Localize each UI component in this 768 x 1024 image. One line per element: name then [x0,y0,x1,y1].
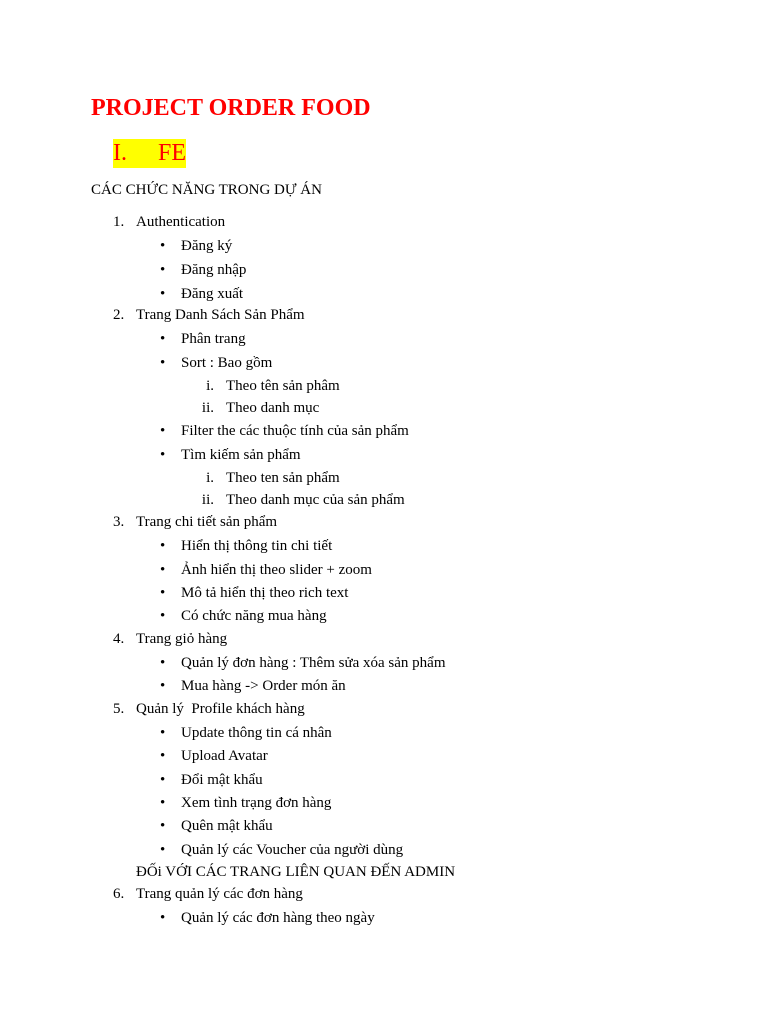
roman-numeral: ii. [201,492,214,508]
bullet-icon: • [160,748,166,764]
list-number: 3. [113,514,125,530]
list-item: Trang quản lý các đơn hàng [136,886,303,902]
bullet-icon: • [160,655,166,671]
section-number: I. [113,140,127,166]
bullet-icon: • [160,423,166,439]
list-item: Đăng xuất [181,286,244,302]
bullet-icon: • [160,795,166,811]
list-item: Upload Avatar [181,748,268,764]
list-item: Phân trang [181,331,246,347]
list-number: 5. [113,701,125,717]
bullet-icon: • [160,772,166,788]
bullet-icon: • [160,818,166,834]
list-item: Xem tình trạng đơn hàng [181,795,332,811]
list-item: Ảnh hiển thị theo slider + zoom [181,562,372,578]
list-item: Đăng nhập [181,262,247,278]
list-item: Trang giỏ hàng [136,631,228,647]
list-item: Đăng ký [181,238,233,254]
features-subtitle: CÁC CHỨC NĂNG TRONG DỰ ÁN [91,182,322,198]
list-number: 2. [113,307,125,323]
bullet-icon: • [160,585,166,601]
list-item: Mô tả hiển thị theo rich text [181,585,349,601]
list-item: Theo ten sản phẩm [226,470,340,486]
section-label: FE [158,140,187,166]
bullet-icon: • [160,355,166,371]
bullet-icon: • [160,678,166,694]
list-item: Đổi mật khẩu [181,772,263,788]
list-item: Quên mật khẩu [181,818,273,834]
list-number: 4. [113,631,125,647]
list-item: Theo danh mục của sản phẩm [226,492,405,508]
bullet-icon: • [160,238,166,254]
admin-subheading: ĐỐi VỚI CÁC TRANG LIÊN QUAN ĐẾN ADMIN [136,864,456,880]
list-item: Quản lý Profile khách hàng [136,701,305,717]
bullet-icon: • [160,286,166,302]
list-item: Sort : Bao gồm [181,355,273,371]
roman-numeral: i. [206,470,214,486]
section-heading-highlight [113,139,186,168]
list-number: 6. [113,886,125,902]
list-item: Mua hàng -> Order món ăn [181,678,346,694]
list-item: Update thông tin cá nhân [181,725,332,741]
bullet-icon: • [160,608,166,624]
bullet-icon: • [160,262,166,278]
list-item: Filter the các thuộc tính của sản phẩm [181,423,409,439]
roman-numeral: ii. [201,400,214,416]
list-item: Quản lý các Voucher của người dùng [181,842,404,858]
list-item: Trang Danh Sách Sản Phẩm [136,307,305,323]
document-title: PROJECT ORDER FOOD [91,95,371,121]
list-item: Hiển thị thông tin chi tiết [181,538,333,554]
list-item: Có chức năng mua hàng [181,608,327,624]
list-item: Quản lý đơn hàng : Thêm sửa xóa sản phẩm [181,655,446,671]
list-number: 1. [113,214,125,230]
list-item: Quản lý các đơn hàng theo ngày [181,910,375,926]
list-item: Tìm kiếm sản phẩm [181,447,301,463]
list-item: Authentication [136,214,226,230]
bullet-icon: • [160,538,166,554]
list-item: Theo tên sản phâm [226,378,340,394]
bullet-icon: • [160,562,166,578]
bullet-icon: • [160,910,166,926]
bullet-icon: • [160,842,166,858]
list-item: Trang chi tiết sản phẩm [136,514,278,530]
bullet-icon: • [160,725,166,741]
list-item: Theo danh mục [226,400,320,416]
roman-numeral: i. [206,378,214,394]
bullet-icon: • [160,447,166,463]
bullet-icon: • [160,331,166,347]
